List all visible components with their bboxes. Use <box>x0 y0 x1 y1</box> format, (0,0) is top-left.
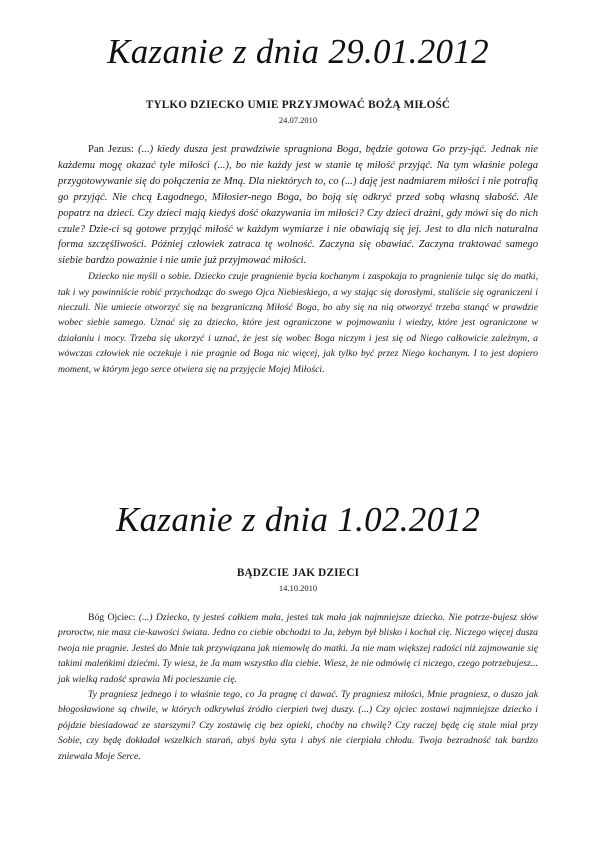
message-date: 24.07.2010 <box>278 115 318 125</box>
paragraph <box>58 610 538 687</box>
paragraph-text: Dziecko nie myśli o sobie. Dziecko czuje pragnienie bycia kochanym i zaspokaja to pragnienie tuląc się do matki, tak i wy powinniście robić przychodząc do swego Ojca Niebieskiego, a wy stając się dorosłymi, staliście się ograniczeni i nieczuli. Nie umiecie otworzyć się na bezgraniczną Miłość Boga, bo aby się na nią otworzyć trzeba stanąć w prawdzie wobec siebie samego. Uznać się za dziecko, które jest ograniczone w pojmowaniu i wiedzy, które jest ograniczone w działaniu i mocy. Trzeba się ukorzyć i uznać, że jest się wobec Boga niczym i jest się od Niego całkowicie zależnym, a wówczas człowiek nie oczekuje i nie pragnie od Boga nic więcej, jak tylko być przez Niego kochanym. I to jest dopiero moment, w którym jego serce otwiera się na przyjęcie Mojej Miłości. <box>58 271 538 375</box>
paragraph-text: Ty pragniesz jednego i to właśnie tego, co Ja pragnę ci dawać. Ty pragniesz miłości, Mnie pragniesz, o duszo jak błogosławione są chwile, w których odkrywłaś źródło cierpień twej duszy. (...) Czy ojciec zostawi najmniejsze dziecko i pójdzie biesiadować ze starszymi? Czy zostawię cię bez opieki, choćby na chwilę? Czy raczej będę cię stale miał przy Sobie, czy będę dokładał wszelkich starań, abyś była syta i abyś nie cierpiała chłodu. Twoja bezradność tak bardzo zniewala Moje Serce. <box>58 689 538 762</box>
sermon-section-1 <box>58 30 538 377</box>
message-heading: BĄDZCIE JAK DZIECI <box>236 567 360 579</box>
speaker-label: Bóg Ojciec: <box>88 612 136 623</box>
message-body <box>58 610 538 764</box>
message-heading: TYLKO DZIECKO UMIE PRZYJMOWAĆ BOŻĄ MIŁOŚĆ <box>145 99 451 111</box>
sermon-title: Kazanie z dnia 1.02.2012 <box>115 500 481 539</box>
sermon-title: Kazanie z dnia 29.01.2012 <box>107 32 489 71</box>
paragraph-text: (...) Dziecko, ty jesteś całkiem mała, jesteś tak mała jak najmniejsze dziecko. Nie potrze-bujesz słów proroctw, nie masz cie-kawości świata. Jedno co ciebie obchodzi to Ja, żebym był blisko i kochał cię. Niczego więcej dusza twoja nie pragnie. Jesteś do Mnie tak przywiązana jak niemowlę do matki. Ja nie mam większej radości niż zajmowanie się takimi maleńkimi dziećmi. Ty wiesz, że Ja mam wszystko dla ciebie. Wiesz, że nie odmówię ci niczego, czego potrzebujesz... jak wielką radość sprawia Mi pocieszanie cię. <box>58 612 539 685</box>
message-date: 14.10.2010 <box>278 583 318 593</box>
paragraph <box>58 142 538 269</box>
message-body <box>58 142 538 377</box>
paragraph <box>58 687 538 764</box>
speaker-label: Pan Jezus: <box>88 144 134 155</box>
paragraph-text: (...) kiedy dusza jest prawdziwie spragniona Boga, będzie gotowa Go przy-jąć. Jednak nie każdemu mogę okazać tyle miłości (...), bo nie każdy jest w stanie tę miłość przyjąć. Na tym właśnie polega przygotowywanie się do połączenia ze Mną. Dla niektórych to, co (...) daję jest nadmiarem miłości i nie potrafią go przyjąć. Nie chcą Łagodnego, Miłosier-nego Boga, bo boją się odkryć przed sobą własną słabość. Ale popatrz na dzieci. Czy dzieci mają kiedyś dość okazywania im miłości? Czy dzieci drażni, gdy mówi się do nich czule? Dzie-ci są gotowe przyjąć miłość w każdym wymiarze i nie obawiają się jej. Jest to dla nich naturalna forma szczęśliwości. Później człowiek zatraca tę wolność. Zaczyna się obawiać. Zaczyna traktować samego siebie bardzo poważnie i nie umie już przyjmować miłości. <box>58 144 538 267</box>
sermon-section-2 <box>58 498 538 764</box>
paragraph <box>58 269 538 377</box>
